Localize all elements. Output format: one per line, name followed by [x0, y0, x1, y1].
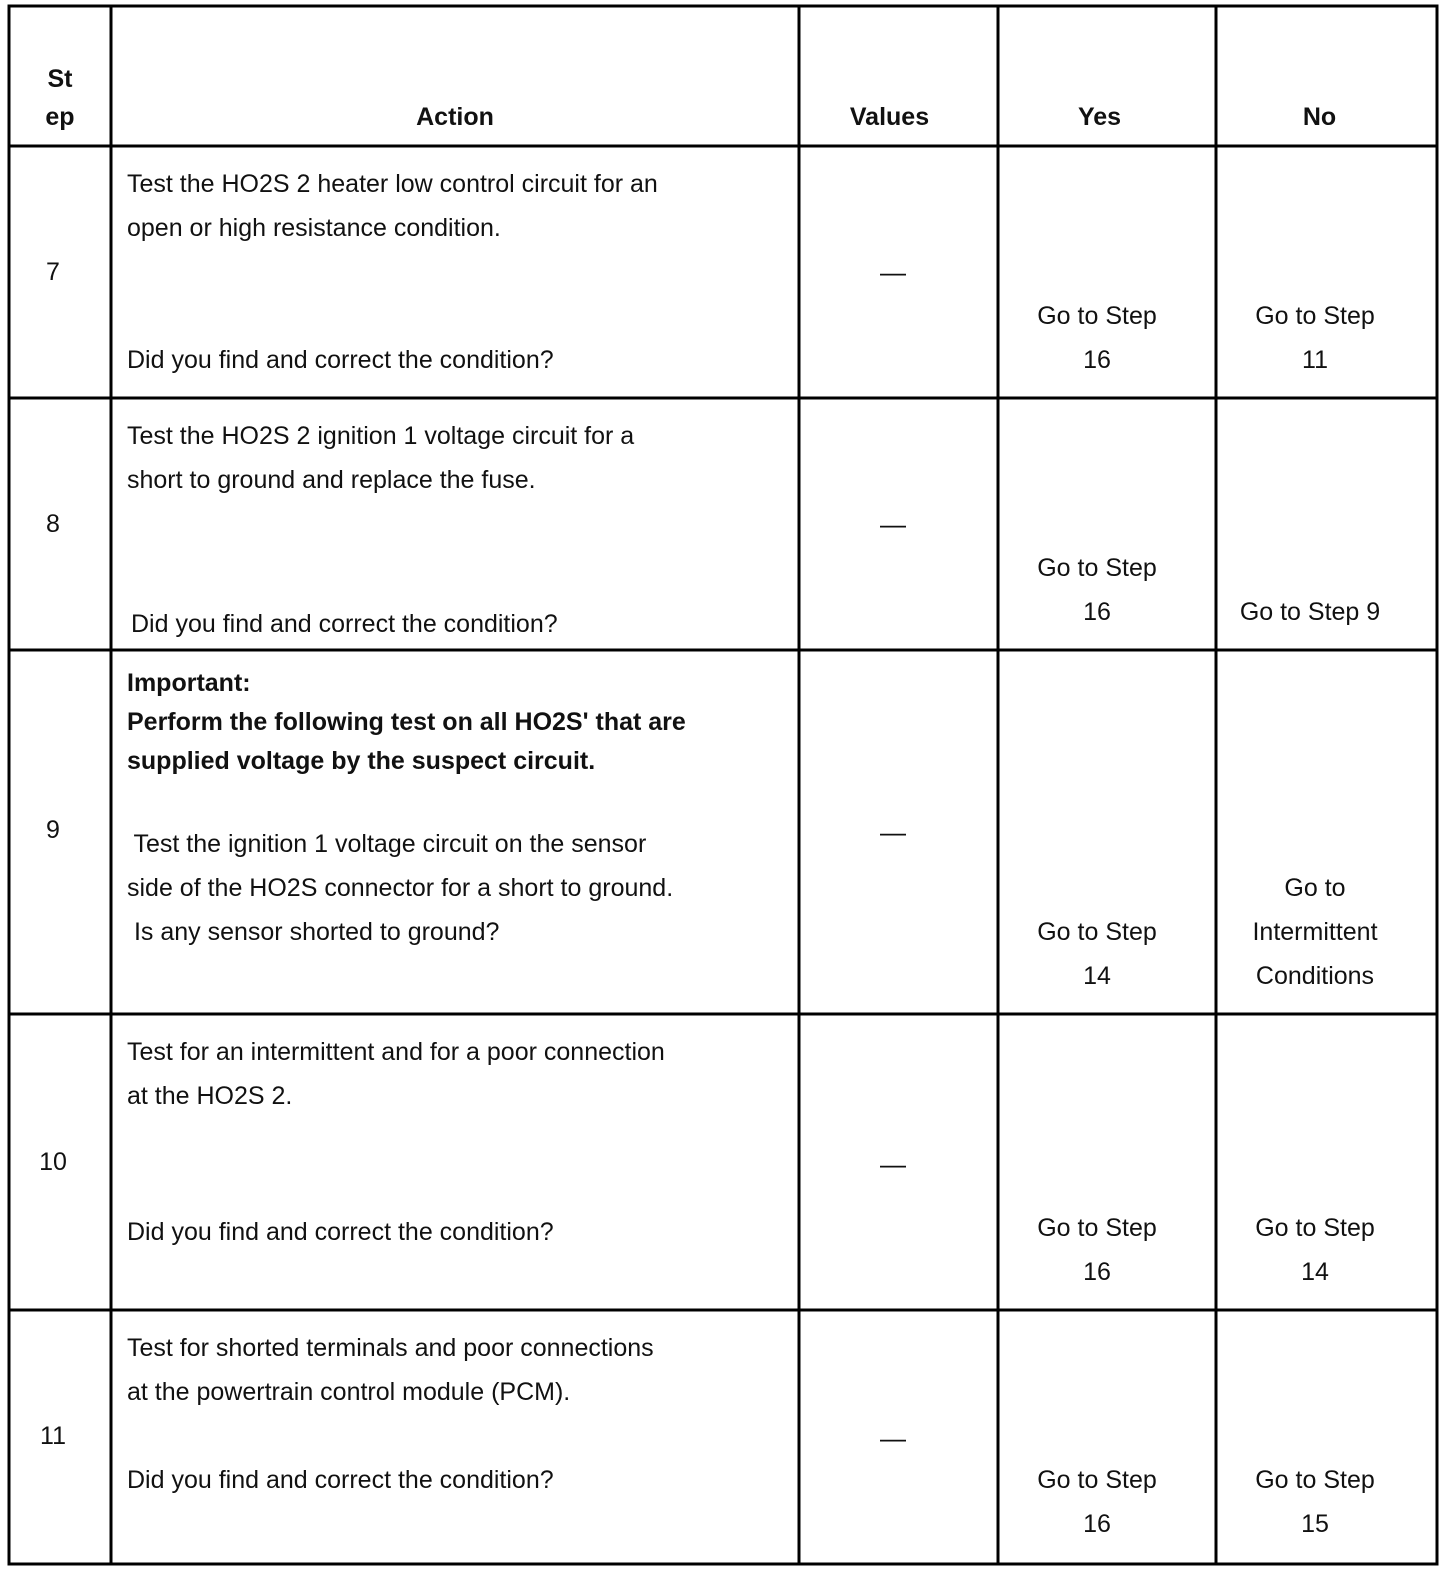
yes-cell: Go to Step 16 — [1037, 554, 1157, 626]
values-cell: — — [880, 257, 906, 287]
header-no: No — [1302, 103, 1337, 131]
values-cell: — — [880, 817, 906, 847]
step-number: 7 — [46, 258, 60, 286]
header-yes: Yes — [1077, 103, 1122, 131]
no-cell: Go to Step 9 — [1239, 598, 1381, 626]
no-cell: Go to Intermittent Conditions — [1252, 874, 1378, 990]
header-action: Action — [416, 103, 494, 131]
values-cell: — — [880, 1149, 906, 1179]
action-text: Test the ignition 1 voltage circuit on the sensor side of the HO2S connector for a short to ground. Is any sensor shorted to ground? — [127, 830, 674, 946]
action-question: Did you find and correct the condition? — [127, 1466, 554, 1494]
yes-cell: Go to Step 14 — [1037, 918, 1157, 990]
header-step: St ep — [45, 65, 75, 131]
no-cell: Go to Step 11 — [1255, 302, 1375, 374]
step-number: 8 — [46, 510, 60, 538]
action-text: Test the HO2S 2 ignition 1 voltage circuit for a short to ground and replace the fuse. — [127, 422, 635, 494]
values-cell: — — [880, 509, 906, 539]
header-values: Values — [849, 103, 930, 131]
yes-cell: Go to Step 16 — [1037, 1214, 1157, 1286]
action-text: Test for shorted terminals and poor connections at the powertrain control module (PCM). — [127, 1334, 654, 1406]
step-number: 10 — [39, 1148, 67, 1176]
step-number: 11 — [40, 1422, 66, 1450]
important-note: Important: Perform the following test on all HO2S' that are supplied voltage by the suspect circuit. — [127, 669, 686, 775]
no-cell: Go to Step 15 — [1255, 1466, 1375, 1538]
values-cell: — — [880, 1423, 906, 1453]
yes-cell: Go to Step 16 — [1037, 1466, 1157, 1538]
yes-cell: Go to Step 16 — [1037, 302, 1157, 374]
action-text: Test for an intermittent and for a poor connection at the HO2S 2. — [127, 1038, 665, 1110]
no-cell: Go to Step 14 — [1255, 1214, 1375, 1286]
action-question: Did you find and correct the condition? — [127, 346, 554, 374]
action-text: Test the HO2S 2 heater low control circuit for an open or high resistance condition. — [127, 170, 658, 242]
step-number: 9 — [46, 816, 60, 844]
action-question: Did you find and correct the condition? — [131, 610, 558, 638]
action-question: Did you find and correct the condition? — [127, 1218, 554, 1246]
